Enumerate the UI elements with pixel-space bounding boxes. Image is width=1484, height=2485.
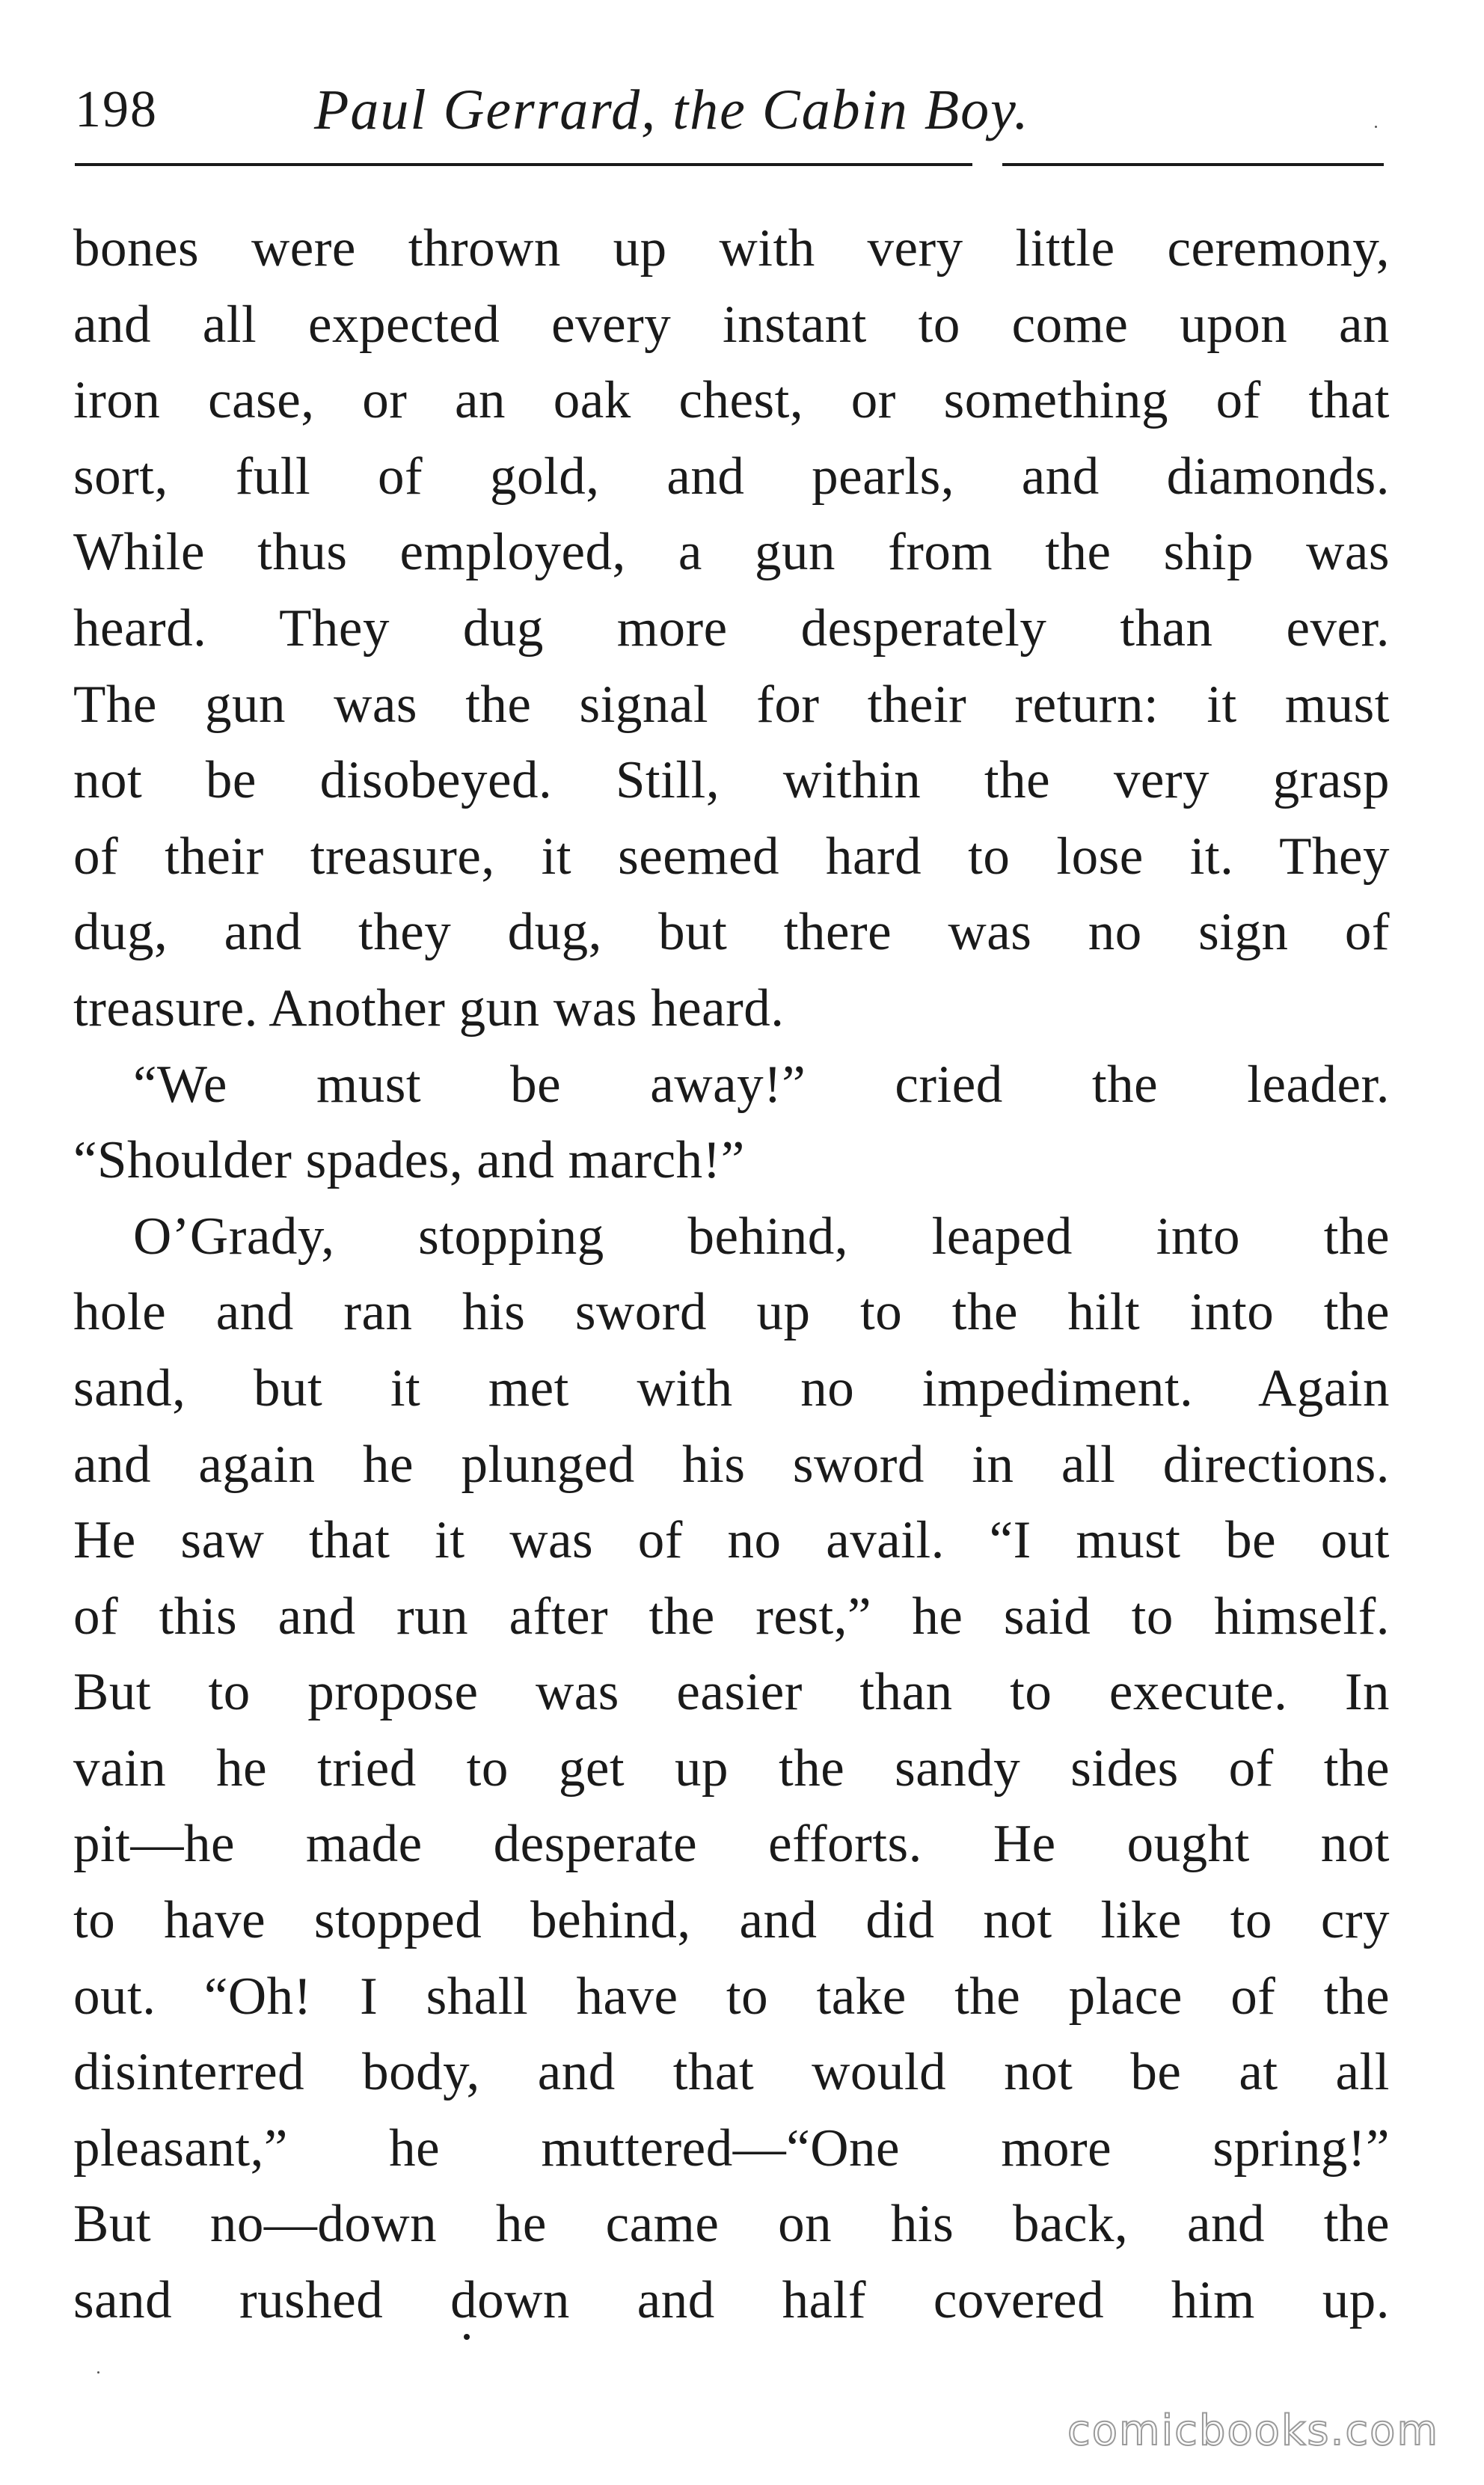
page-header [75, 69, 1406, 151]
header-rule-left [75, 163, 972, 166]
text-line: While thus employed, a gun from the ship was [73, 523, 1390, 582]
text-line: sand, but it met with no impediment. Again [73, 1358, 1390, 1418]
text-line: out. “Oh! I shall have to take the place of the [73, 1967, 1390, 2026]
text-line: bones were thrown up with very little ceremony, [73, 219, 1390, 278]
body-text [73, 211, 1390, 2339]
running-title: Paul Gerrard, the Cabin Boy. [314, 79, 1030, 141]
text-line: “Shoulder spades, and march!” [73, 1131, 745, 1190]
text-line: to have stopped behind, and did not like to cry [73, 1891, 1390, 1950]
text-line: O’Grady, stopping behind, leaped into the [133, 1207, 1390, 1266]
text-line: and again he plunged his sword in all directions. [73, 1435, 1390, 1494]
text-line: sort, full of gold, and pearls, and diamonds. [73, 447, 1390, 506]
header-rule-right [1002, 163, 1384, 166]
paper-speck [97, 2371, 99, 2374]
text-line: “We must be away!” cried the leader. [133, 1055, 1390, 1114]
text-line: and all expected every instant to come upon an [73, 295, 1390, 354]
text-line: hole and ran his sword up to the hilt into the [73, 1283, 1390, 1342]
text-line: pit—he made desperate efforts. He ought not [73, 1815, 1390, 1874]
text-line: But no—down he came on his back, and the [73, 2195, 1390, 2254]
text-line: not be disobeyed. Still, within the very grasp [73, 751, 1390, 810]
text-line: sand rushed down and half covered him up. [73, 2271, 1390, 2330]
text-line: vain he tried to get up the sandy sides of the [73, 1738, 1390, 1798]
text-line: But to propose was easier than to execute. In [73, 1663, 1390, 1722]
paper-speck [1375, 126, 1377, 128]
page-number: 198 [75, 81, 158, 138]
text-line: heard. They dug more desperately than ever. [73, 598, 1390, 658]
text-line: treasure. Another gun was heard. [73, 978, 785, 1038]
text-line: iron case, or an oak chest, or something of that [73, 371, 1390, 430]
text-line: pleasant,” he muttered—“One more spring!” [73, 2118, 1390, 2178]
text-line: dug, and they dug, but there was no sign of [73, 903, 1390, 962]
text-line: He saw that it was of no avail. “I must be out [73, 1511, 1390, 1570]
text-line: The gun was the signal for their return: it must [73, 675, 1390, 734]
printer-mark [464, 2334, 470, 2340]
text-line: of their treasure, it seemed hard to lose it. They [73, 827, 1390, 886]
text-line: disinterred body, and that would not be at all [73, 2043, 1390, 2102]
text-line: of this and run after the rest,” he said to himself. [73, 1587, 1390, 1646]
watermark: comicbooks.com [1067, 2406, 1439, 2455]
